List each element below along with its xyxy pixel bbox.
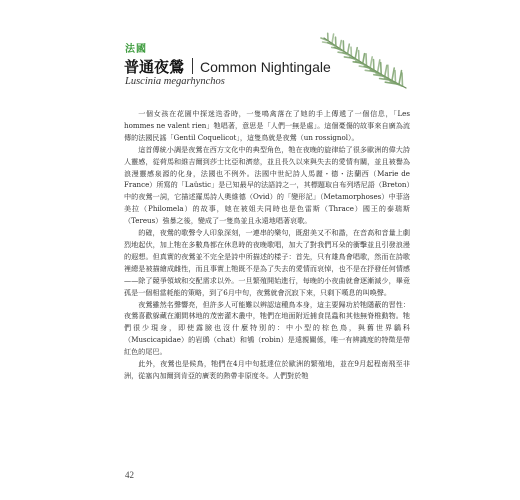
page-number: 42 <box>125 470 134 480</box>
rosemary-leaf <box>385 65 387 76</box>
title-english: Common Nightingale <box>200 59 331 75</box>
latin-name: Luscinia megarhynchos <box>125 76 225 87</box>
rosemary-leaf <box>381 63 382 75</box>
article-body <box>124 108 410 382</box>
title-row <box>124 56 331 77</box>
rosemary-leaf <box>370 57 372 68</box>
paragraph: 這首傳統小調是夜鶯在西方文化中的典型角色，牠在夜晚的旋律給了很多歐洲的偉大詩人靈感，從荷馬和維吉爾到莎士比亞和濟慈，並且長久以來與失去的愛情有關，並且被譽為浪漫靈感泉源的化身，法國也不例外。法國中世紀詩人馬麗・德・法蘭西（Marie de France）所寫的「Laüstic」是已知最早的法語詩之一，其標題取自布列塔尼語（Breton）中的夜鶯一詞，它描述羅馬詩人奧維德（Ovid）的「變形記」（Metamorphoses）中菲洛美拉（Philomela）的故事，她在被姐夫同時也是色雷斯（Thrace）國王的泰瑞斯（Tereus）強暴之後，變成了一隻鳥並且永遠地唱著哀歌。 <box>124 144 410 226</box>
title-chinese: 普通夜鶯 <box>124 58 185 76</box>
rosemary-leaf <box>378 60 380 72</box>
rosemary-sprig-icon <box>318 18 410 98</box>
rosemary-leaf <box>332 34 334 43</box>
rosemary-leaf <box>355 48 357 59</box>
rosemary-leaf <box>366 54 367 66</box>
paragraph: 的確，夜鶯的歌聲令人印象深刻，一連串的樂句，既甜美又不和諧，在音高和音量上劇烈地起伏，加上牠在多數鳥都在休息時的夜晚歌唱，加大了對我們耳朵的衝擊並且引發浪漫的遐想。但真實的夜鶯並不完全是詩中所描述的樣子：首先，只有雄鳥會唱歌，然而在詩歌裡總是被描繪成雌性，而且事實上牠既不是為了失去的愛情而哀悼，也不是在抒發任何情感——除了競爭領域和交配需求以外。一旦繁殖開始進行，每晚的小夜曲就會逐漸減少，畢竟孤是一個相當耗能的策略，到了6月中旬，夜鶯就會沉寂下來，只剩下嘆息的叫喚聲。 <box>124 228 410 297</box>
rosemary-leaf <box>402 73 403 86</box>
paragraph: 一個女孩在花園中探迷迭香時，一隻鳴禽落在了她的手上傳遞了一個信息，「Les hommes ne valent rien」牠唱著，意思是「人們一無是處」。這個憂傷的故事來自廣為流傳的法國民謠「Gentil Coquelicot」，這隻鳥就是夜鶯（un rossignol）。 <box>124 109 410 142</box>
rosemary-leaf <box>395 71 396 83</box>
paragraph: 此外，夜鶯也是候鳥，牠們在4月中旬抵達位於歐洲的繁殖地，並在9月起程南飛至非洲，從塞內加爾到肯亞的廣袤的熱帶非原度冬。人們對於牠 <box>124 359 410 380</box>
rosemary-leaf <box>392 68 394 80</box>
rosemary-leaf <box>388 65 389 78</box>
rosemary-leaf <box>399 71 402 85</box>
paragraph: 夜鶯雖然名聲響亮，但許多人可能難以辨認這種鳥本身，這主要歸功於牠隱蔽的習性：夜鶯喜歡躲藏在潮間林地的茂密灌木叢中，牠們在地面附近捕食昆蟲和其他無脊椎動物。牠們很少現身，即使露臉也沒什麼特別的：中小型的棕色鳥，與舊世界鶲科（Muscicapidae）的岩鵖（chat）和鴝（robin）是遠親關係，唯一有辨識度的特徵是帶紅色的尾巴。 <box>124 299 410 357</box>
country-label: 法國 <box>125 44 147 55</box>
rosemary-leaf <box>348 44 350 53</box>
rosemary-leaf <box>363 54 365 64</box>
title-divider <box>192 58 193 74</box>
rosemary-leaf <box>340 41 342 49</box>
